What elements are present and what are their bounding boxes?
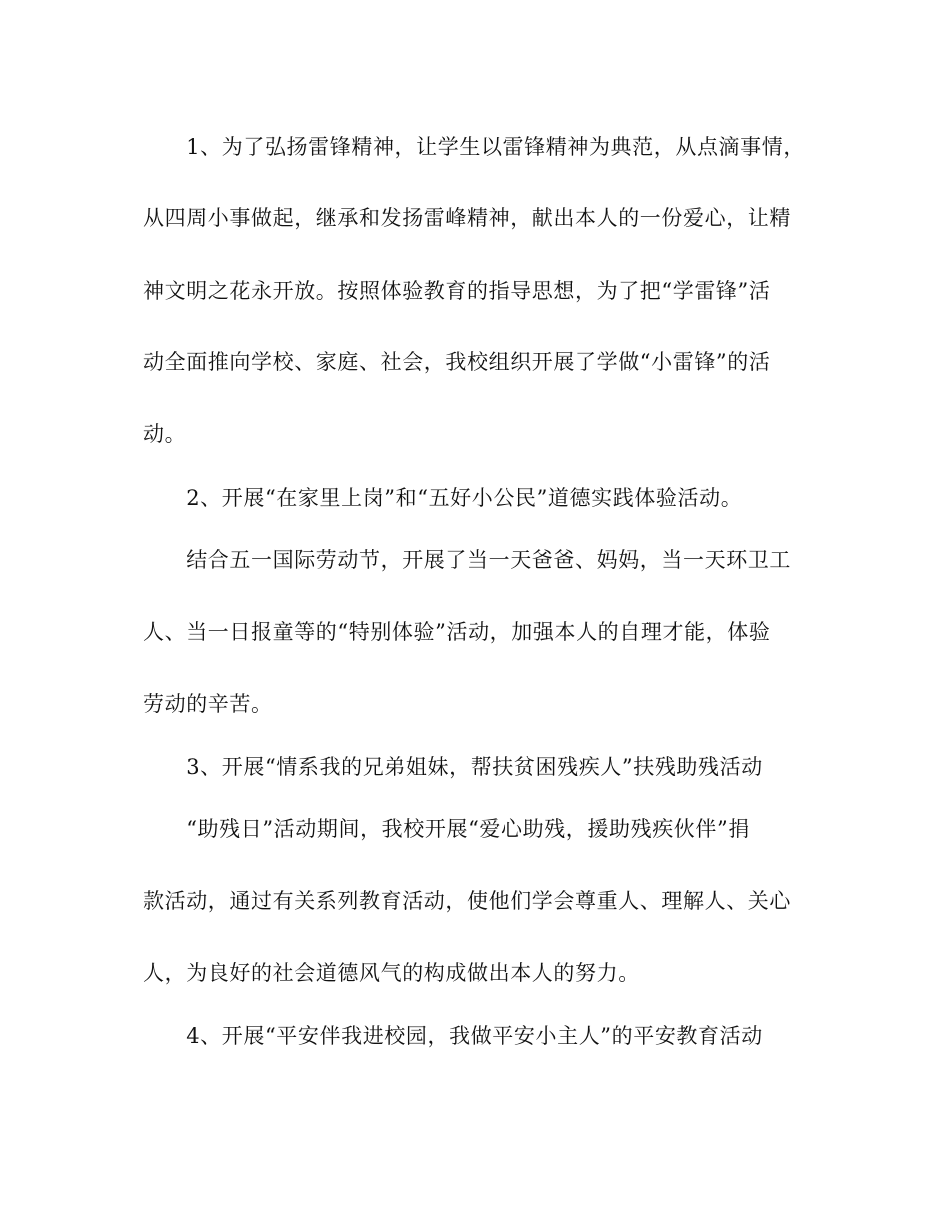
text-line: 劳动的辛苦。	[143, 692, 273, 716]
text-line: 从四周小事做起，继承和发扬雷峰精神，献出本人的一份爱心，让精	[143, 206, 791, 230]
text-line: 神文明之花永开放。按照体验教育的指导思想，为了把“学雷锋”活	[143, 279, 771, 303]
text-line: 人，为良好的社会道德风气的构成做出本人的努力。	[143, 961, 640, 985]
text-line: 2、开展“在家里上岗”和“五好小公民”道德实践体验活动。	[143, 486, 743, 510]
text-line: 3、开展“情系我的兄弟姐妹，帮扶贫困残疾人”扶残助残活动	[143, 755, 763, 779]
text-line: 结合五一国际劳动节，开展了当一天爸爸、妈妈，当一天环卫工	[143, 548, 791, 572]
text-line: 动全面推向学校、家庭、社会，我校组织开展了学做“小雷锋”的活	[143, 350, 771, 374]
text-line: 1、为了弘扬雷锋精神，让学生以雷锋精神为典范，从点滴事情，	[143, 135, 805, 159]
text-line: 动。	[143, 422, 187, 446]
text-line: 人、当一日报童等的“特别体验”活动，加强本人的自理才能，体验	[143, 620, 771, 644]
text-line: 4、开展“平安伴我进校园，我做平安小主人”的平安教育活动	[143, 1024, 763, 1048]
text-line: “助残日”活动期间，我校开展“爱心助残，援助残疾伙伴”捐	[143, 817, 750, 841]
text-line: 款活动，通过有关系列教育活动，使他们学会尊重人、理解人、关心	[143, 889, 791, 913]
